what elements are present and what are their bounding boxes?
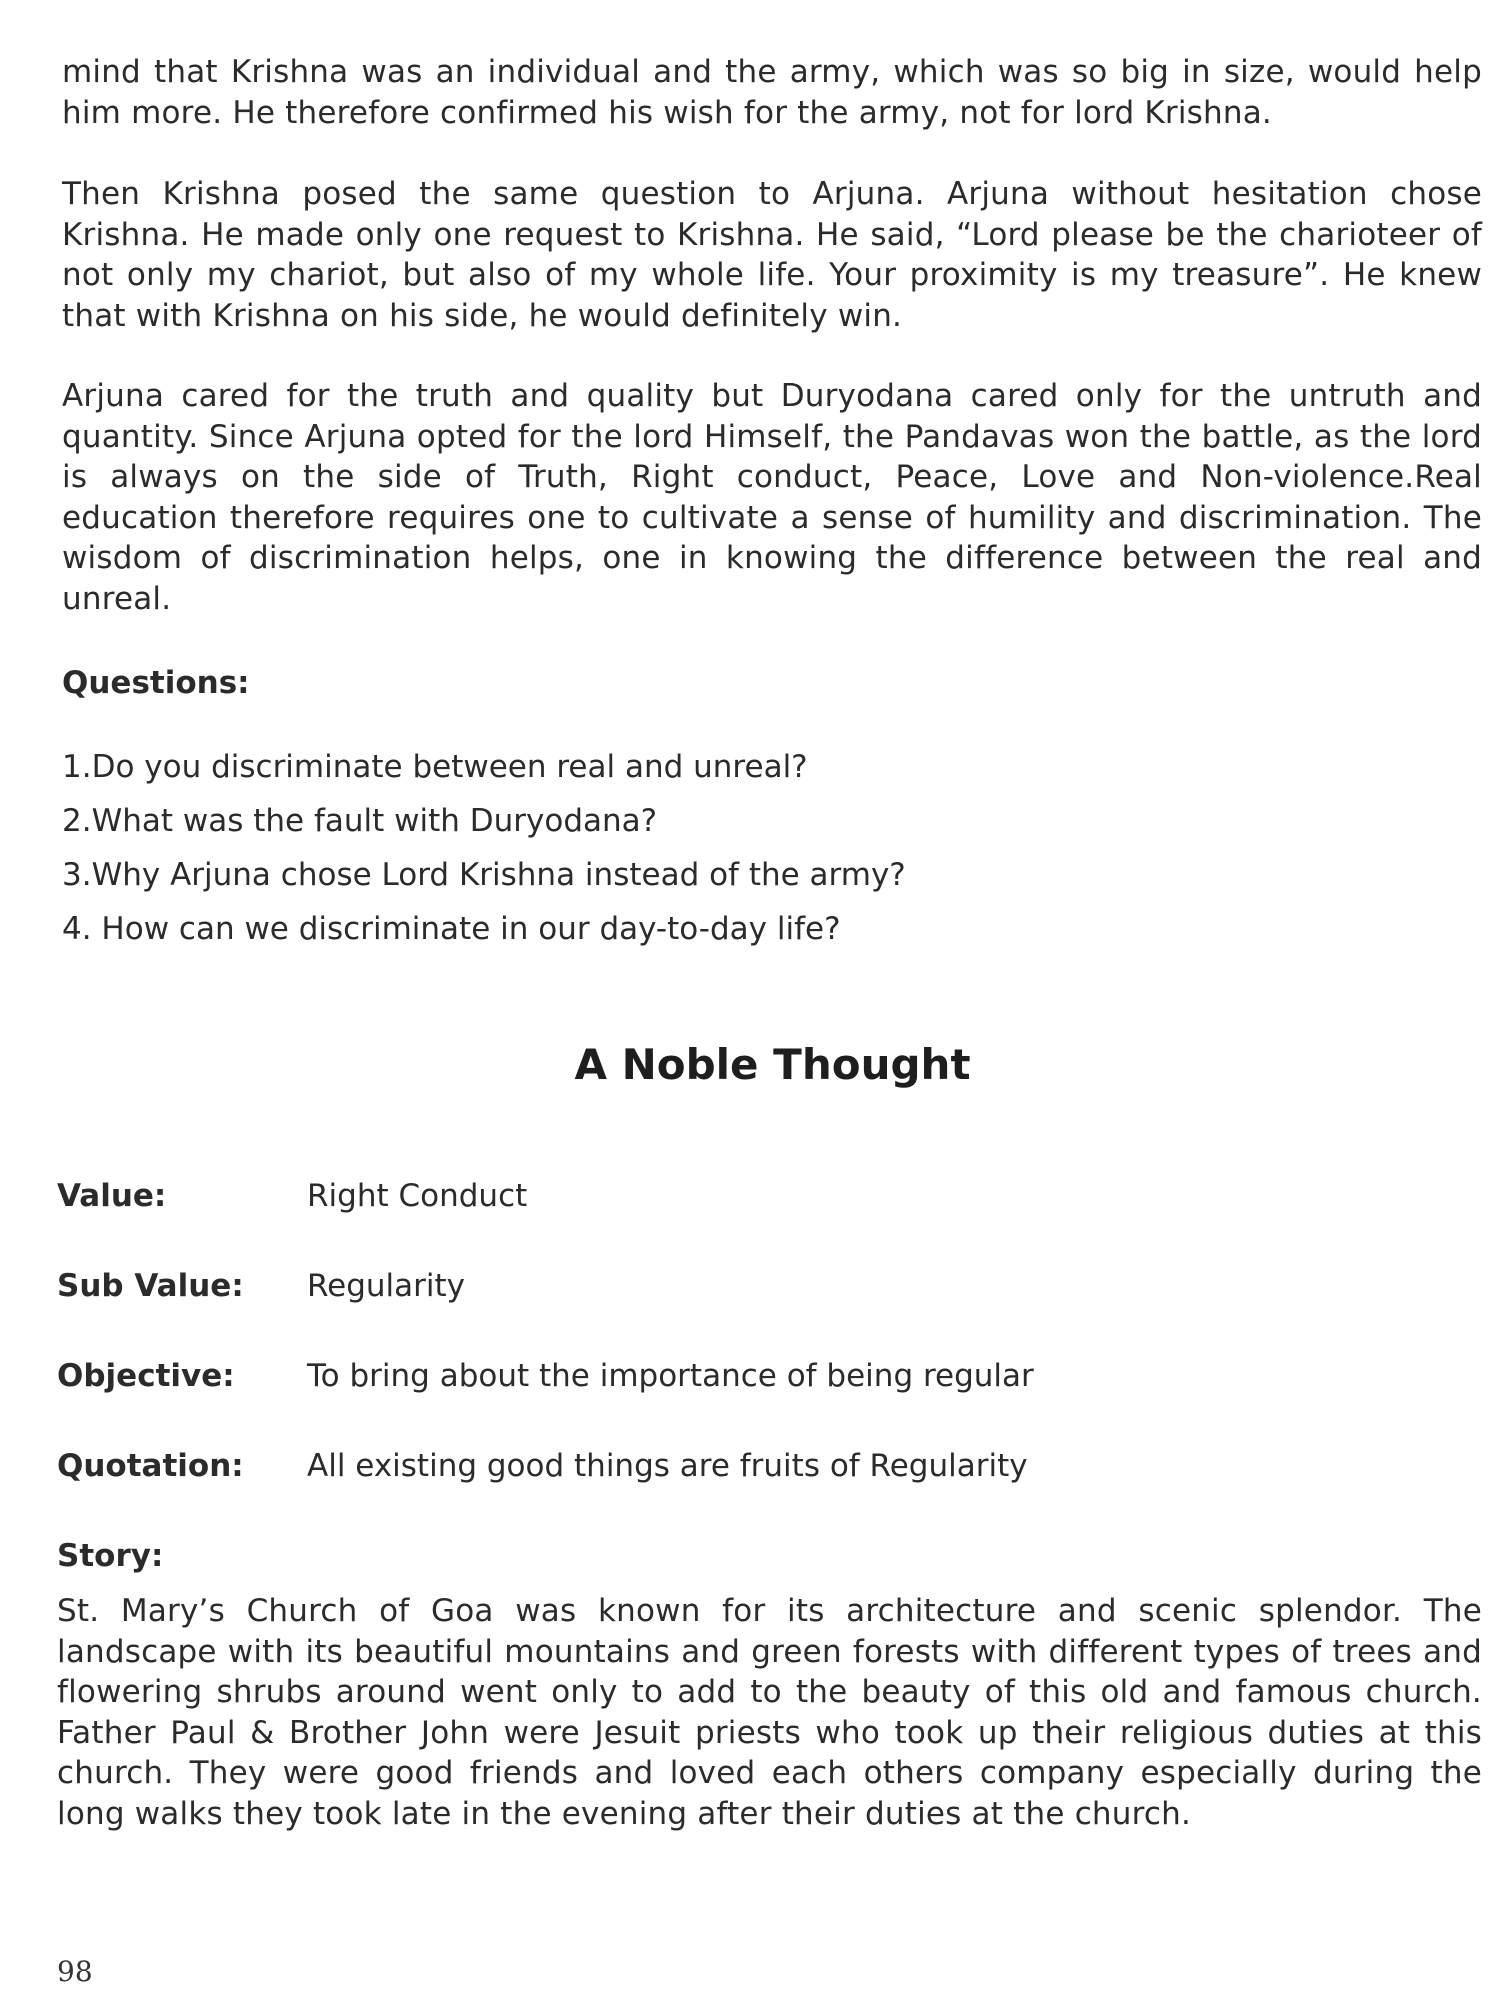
question-item-4: 4. How can we discriminate in our day-to-day life? (62, 911, 841, 947)
value-row (57, 1178, 527, 1214)
quotation-label: Quotation: (57, 1448, 244, 1484)
value-label: Value: (57, 1178, 167, 1214)
objective-label: Objective: (57, 1358, 235, 1394)
quotation-row (57, 1448, 1028, 1484)
question-item-2: 2.What was the fault with Duryodana? (62, 803, 658, 839)
sub-value-text: Regularity (307, 1268, 466, 1304)
objective-text: To bring about the importance of being regular (307, 1358, 1034, 1394)
question-item-3: 3.Why Arjuna chose Lord Krishna instead of the army? (62, 857, 906, 893)
page-number: 98 (57, 1955, 93, 1988)
question-item-1: 1.Do you discriminate between real and unreal? (62, 749, 808, 785)
objective-row (57, 1358, 1034, 1394)
lesson-title: A Noble Thought (574, 1040, 971, 1089)
sub-value-label: Sub Value: (57, 1268, 244, 1304)
questions-heading: Questions: (62, 665, 250, 701)
story-heading: Story: (57, 1538, 164, 1574)
sub-value-row (57, 1268, 465, 1304)
quotation-text: All existing good things are fruits of Regularity (307, 1448, 1028, 1484)
questions-list (62, 740, 906, 956)
paragraph-arjuna-choice: Then Krishna posed the same question to Arjuna. Arjuna without hesitation chose Krishna. He made only one request to Krishna. He said, “Lord please be the charioteer of not only my chariot, but also of my whole life. Your proximity is my treasure”. He knew that with Krishna on his side, he would definitely win. (62, 176, 1482, 334)
paragraph-moral: Arjuna cared for the truth and quality but Duryodana cared only for the untruth and quantity. Since Arjuna opted for the lord Himself, the Pandavas won the battle, as the lord is always on the side of Truth, Right conduct, Peace, Love and Non-violence.Real education therefore requires one to cultivate a sense of humility and discrimination. The wisdom of discrimination helps, one in knowing the difference between the real and unreal. (62, 378, 1482, 617)
story-text: St. Mary’s Church of Goa was known for its architecture and scenic splendor. The landscape with its beautiful mountains and green forests with different types of trees and flowering shrubs around went only to add to the beauty of this old and famous church. Father Paul & Brother John were Jesuit priests who took up their religious duties at this church. They were good friends and loved each others company especially during the long walks they took late in the evening after their duties at the church. (57, 1593, 1482, 1832)
value-text: Right Conduct (307, 1178, 528, 1214)
paragraph-duryodana-choice: mind that Krishna was an individual and the army, which was so big in size, would help him more. He therefore confirmed his wish for the army, not for lord Krishna. (62, 54, 1482, 131)
